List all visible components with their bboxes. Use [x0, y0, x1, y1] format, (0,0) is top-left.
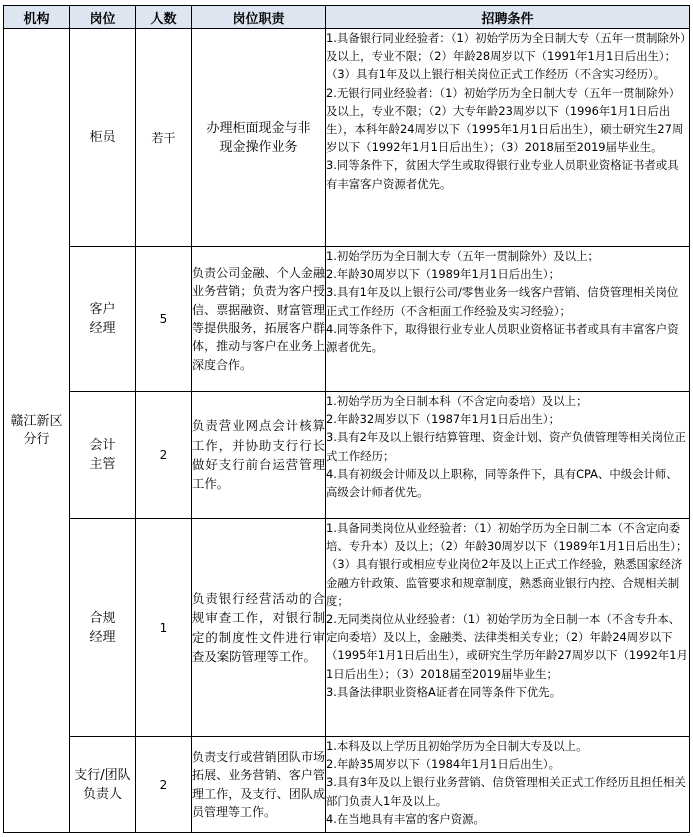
header-org: 机构 — [4, 6, 70, 29]
headcount: 若干 — [151, 131, 176, 145]
requirement-item: 4.在当地具有丰富的客户资源。 — [326, 811, 485, 826]
requirement-item: 4.具有初级会计师及以上职称，同等条件下，具有CPA、中级会计师、高级会计师者优先。 — [326, 466, 678, 500]
requirement-item: 3.具有3年及以上银行业务营销、信贷管理相关正式工作经历且担任相关部门负责人1年及以上。 — [326, 775, 686, 808]
headcount: 5 — [159, 312, 168, 326]
requirement-item: 3.同等条件下，贫困大学生或取得银行业专业人员职业资格证书者或具有丰富客户资源者优先。 — [326, 158, 679, 191]
count-cell — [136, 737, 192, 833]
duty-text: 负责银行经营活动的合规审查工作，对银行制定的制度性文件进行审查及案防管理等工作。 — [192, 590, 325, 664]
duty-text: 负责公司金融、个人金融业务营销；负责为客户授信、票据融资、财富管理等提供服务，拓展客户群体，推动与客户在业务上深度合作。 — [192, 265, 325, 372]
cropped-footer-line — [0, 828, 693, 837]
recruitment-table — [3, 5, 690, 833]
duty-cell — [192, 247, 326, 392]
requirements-cell — [326, 519, 690, 737]
duty-cell — [192, 392, 326, 519]
table-row — [4, 29, 690, 247]
position-name: 客户经理 — [89, 302, 116, 336]
requirement-item: 1.本科及以上学历且初始学历为全日制大专及以上。 — [326, 739, 588, 753]
org-name-cell — [4, 29, 70, 833]
table-row — [4, 392, 690, 519]
duty-text: 办理柜面现金与非现金操作业务 — [206, 120, 311, 155]
count-cell — [136, 29, 192, 247]
header-count: 人数 — [136, 6, 192, 29]
position-name: 柜员 — [89, 130, 116, 145]
duty-text: 负责营业网点会计核算工作，并协助支行行长做好支行前台运营管理工作。 — [192, 418, 325, 492]
headcount: 2 — [159, 777, 168, 792]
headcount: 2 — [159, 448, 168, 462]
requirement-item: 1.初始学历为全日制大专（五年一贯制除外）及以上； — [326, 249, 599, 263]
table-row — [4, 519, 690, 737]
requirement-item: 2.无同类岗位从业经验者：（1）初始学历为全日制一本（不含专升本、定向委培）及以上，金融类、法律类相关专业；（2）年龄24周岁以下（1995年1月1日后出生），或研究生学历年龄27周岁以下（1992年1月1日后出生）；（3）2018届至2019届毕业生； — [326, 612, 688, 681]
duty-cell — [192, 519, 326, 737]
requirement-item: 2.无银行同业经验者：（1）初始学历为全日制大专（五年一贯制除外）及以上，专业不限；（2）大专年龄23周岁以下（1996年1月1日后出生），本科年龄24周岁以下（1995年1月1日后出生），硕士研究生27周岁以下（1992年1月1日后出生）；（3）2018届至2019届毕业生。 — [326, 85, 684, 155]
requirements-cell — [326, 737, 690, 833]
requirement-item: 1.具备银行同业经验者：（1）初始学历为全日制大专（五年一贯制除外）及以上，专业不限；（2）年龄28周岁以下（1991年1月1日后出生）；（3）具有1年及以上银行相关岗位正式工作经历（不含实习经历）。 — [326, 31, 686, 82]
position-cell — [70, 247, 136, 392]
requirement-item: 2.年龄35周岁以下（1984年1月1日后出生）。 — [326, 757, 561, 772]
requirement-item: 4.同等条件下，取得银行业专业人员职业资格证书者或具有丰富客户资源者优先。 — [326, 321, 679, 355]
position-name: 会计主管 — [89, 438, 116, 472]
duty-text: 负责支行或营销团队市场拓展、业务营销、客户管理工作，及支行、团队成员管理等工作。 — [192, 749, 325, 819]
header-position: 岗位 — [70, 6, 136, 29]
position-name: 支行/团队负责人 — [74, 767, 131, 802]
headcount: 1 — [159, 620, 168, 635]
table-row — [4, 737, 690, 833]
header-duty: 岗位职责 — [192, 6, 326, 29]
requirement-item: 1.初始学历为全日制本科（不含定向委培）及以上； — [326, 394, 588, 408]
position-cell — [70, 392, 136, 519]
requirement-item: 2.年龄30周岁以下（1989年1月1日后出生）； — [326, 267, 561, 282]
duty-cell — [192, 737, 326, 833]
table-row — [4, 247, 690, 392]
header-requirements: 招聘条件 — [326, 6, 690, 29]
duty-cell — [192, 29, 326, 247]
requirements-cell — [326, 29, 690, 247]
position-cell — [70, 519, 136, 737]
requirements-cell — [326, 392, 690, 519]
count-cell — [136, 519, 192, 737]
requirement-item: 3.具有2年及以上银行结算管理、资金计划、资产负债管理等相关岗位正式工作经历； — [326, 430, 686, 463]
requirement-item: 1.具备同类岗位从业经验者：（1）初始学历为全日制二本（不含定向委培、专升本）及以上；（2）年龄30周岁以下（1989年1月1日后出生）；（3）具有银行或相应专业岗位2年及以上正式工作经验，熟悉国家经济金融方针政策、监管要求和规章制度，熟悉商业银行内控、合规相关制度； — [326, 521, 688, 608]
position-cell — [70, 737, 136, 833]
requirements-cell — [326, 247, 690, 392]
position-cell — [70, 29, 136, 247]
requirement-item: 3.具有1年及以上银行公司/零售业务一线客户营销、信贷管理相关岗位正式工作经历（不含柜面工作经验及实习经验）； — [326, 285, 679, 318]
org-name: 赣江新区分行 — [10, 413, 63, 447]
position-name: 合规经理 — [89, 610, 116, 645]
table-header-row — [4, 6, 690, 29]
count-cell — [136, 392, 192, 519]
requirement-item: 2.年龄32周岁以下（1987年1月1日后出生）； — [326, 412, 561, 427]
count-cell — [136, 247, 192, 392]
requirement-item: 3.具备法律职业资格A证者在同等条件下优先。 — [326, 684, 562, 699]
